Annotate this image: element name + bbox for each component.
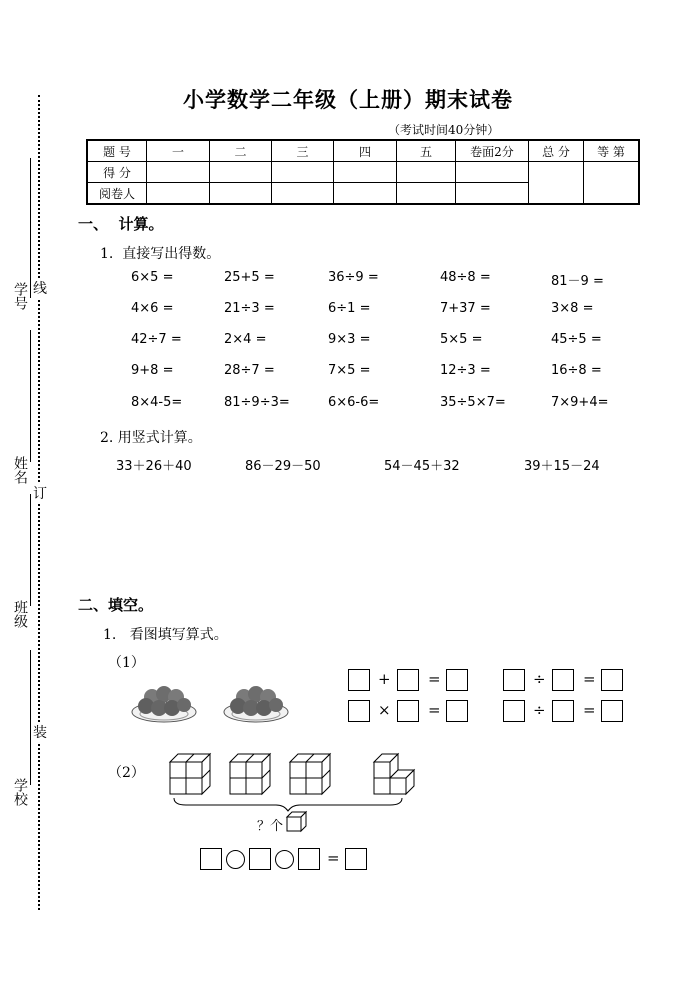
- equals-sign: =: [583, 670, 596, 688]
- score-header: 卷面2分: [456, 140, 529, 162]
- equation: 6×5 =: [131, 270, 174, 285]
- side-label-student-id: 学号: [12, 282, 28, 310]
- answer-box[interactable]: [601, 669, 623, 691]
- score-header: 一: [147, 140, 210, 162]
- times-sign: ×: [378, 701, 391, 719]
- equation: 16÷8 =: [551, 363, 602, 378]
- divide-sign: ÷: [533, 701, 546, 719]
- school-line: [30, 650, 31, 785]
- answer-box[interactable]: [397, 700, 419, 722]
- cube-caption: ？个: [257, 819, 284, 834]
- plus-sign: +: [378, 670, 391, 688]
- fruit-plates-illustration: [130, 678, 302, 726]
- score-cell[interactable]: [456, 162, 529, 183]
- answer-box[interactable]: [503, 669, 525, 691]
- equation: 5×5 =: [440, 332, 483, 347]
- score-header: 二: [210, 140, 272, 162]
- page-title: 小学数学二年级（上册）期末试卷: [183, 88, 513, 112]
- score-cell[interactable]: [147, 162, 210, 183]
- score-row-label: 得 分: [87, 162, 147, 183]
- q1-label: 1. 直接写出得数。: [100, 246, 221, 262]
- cube-group: [170, 754, 414, 794]
- grader-cell[interactable]: [147, 183, 210, 205]
- fruit-plate-left: [132, 686, 196, 722]
- equation: 45÷5 =: [551, 332, 602, 347]
- operator-circle[interactable]: [275, 850, 294, 869]
- answer-box[interactable]: [397, 669, 419, 691]
- divide-sign: ÷: [533, 670, 546, 688]
- equation: 7+37 =: [440, 301, 491, 316]
- equation: 28÷7 =: [224, 363, 275, 378]
- grader-cell[interactable]: [334, 183, 397, 205]
- equals-sign: =: [428, 670, 441, 688]
- score-cell[interactable]: [272, 162, 334, 183]
- answer-box[interactable]: [298, 848, 320, 870]
- score-header: 等 第: [584, 140, 640, 162]
- equation: 35÷5×7=: [440, 395, 506, 410]
- answer-box[interactable]: [348, 700, 370, 722]
- equation: 7×5 =: [328, 363, 371, 378]
- part-1-label: （1）: [108, 655, 145, 671]
- class-line: [30, 494, 31, 606]
- section-1-heading: 一、 计算。: [78, 215, 164, 233]
- grader-cell[interactable]: [210, 183, 272, 205]
- equals-sign: =: [428, 701, 441, 719]
- cube-groups-illustration: [166, 748, 416, 812]
- grader-cell[interactable]: [397, 183, 456, 205]
- equation: 81－9 =: [551, 274, 604, 289]
- cut-mark-line: 线: [33, 278, 47, 298]
- answer-box[interactable]: [552, 700, 574, 722]
- answer-box[interactable]: [446, 700, 468, 722]
- score-cell[interactable]: [334, 162, 397, 183]
- total-score-cell[interactable]: [529, 162, 584, 205]
- answer-box[interactable]: [249, 848, 271, 870]
- answer-box[interactable]: [601, 700, 623, 722]
- equation: 9+8 =: [131, 363, 174, 378]
- answer-box[interactable]: [345, 848, 367, 870]
- score-cell[interactable]: [397, 162, 456, 183]
- side-label-school: 学校: [12, 778, 28, 806]
- equation: 8×4-5=: [131, 395, 183, 410]
- equals-sign: =: [327, 849, 340, 867]
- equation: 6÷1 =: [328, 301, 371, 316]
- answer-box[interactable]: [552, 669, 574, 691]
- equation: 3×8 =: [551, 301, 594, 316]
- cube-icon: [285, 810, 309, 834]
- vertical-calc-item: 39＋15－24: [524, 459, 600, 474]
- student-id-line: [30, 158, 31, 298]
- grader-cell[interactable]: [456, 183, 529, 205]
- score-table: [86, 139, 640, 205]
- score-row-label: 阅卷人: [87, 183, 147, 205]
- score-header: 五: [397, 140, 456, 162]
- vertical-calc-item: 54－45＋32: [384, 459, 460, 474]
- equation: 6×6-6=: [328, 395, 380, 410]
- equation: 36÷9 =: [328, 270, 379, 285]
- answer-box[interactable]: [446, 669, 468, 691]
- q2-label: 2. 用竖式计算。: [100, 430, 202, 446]
- grader-cell[interactable]: [272, 183, 334, 205]
- part-2-label: （2）: [108, 765, 145, 781]
- section-2-heading: 二、填空。: [78, 596, 154, 614]
- equation: 81÷9÷3=: [224, 395, 290, 410]
- equation: 48÷8 =: [440, 270, 491, 285]
- cut-mark-staple: 装: [33, 722, 47, 742]
- fruit-plate-right: [224, 686, 288, 722]
- cut-mark-bind: 订: [33, 483, 47, 503]
- vertical-calc-item: 33＋26＋40: [116, 459, 192, 474]
- equation: 2×4 =: [224, 332, 267, 347]
- answer-box[interactable]: [200, 848, 222, 870]
- equation: 9×3 =: [328, 332, 371, 347]
- vertical-calc-item: 86－29－50: [245, 459, 321, 474]
- score-header: 总 分: [529, 140, 584, 162]
- score-cell[interactable]: [210, 162, 272, 183]
- name-line: [30, 330, 31, 462]
- side-label-class: 班级: [12, 600, 28, 628]
- equals-sign: =: [583, 701, 596, 719]
- grade-cell[interactable]: [584, 162, 640, 205]
- score-header: 三: [272, 140, 334, 162]
- score-header: 题 号: [87, 140, 147, 162]
- equation: 4×6 =: [131, 301, 174, 316]
- side-label-name: 姓名: [12, 456, 28, 484]
- equation: 7×9+4=: [551, 395, 609, 410]
- exam-time: （考试时间40分钟）: [388, 123, 500, 137]
- equation: 42÷7 =: [131, 332, 182, 347]
- equation: 21÷3 =: [224, 301, 275, 316]
- fill-q1-label: 1. 看图填写算式。: [103, 627, 228, 643]
- answer-box[interactable]: [348, 669, 370, 691]
- operator-circle[interactable]: [226, 850, 245, 869]
- equation: 12÷3 =: [440, 363, 491, 378]
- score-header: 四: [334, 140, 397, 162]
- answer-box[interactable]: [503, 700, 525, 722]
- equation: 25+5 =: [224, 270, 275, 285]
